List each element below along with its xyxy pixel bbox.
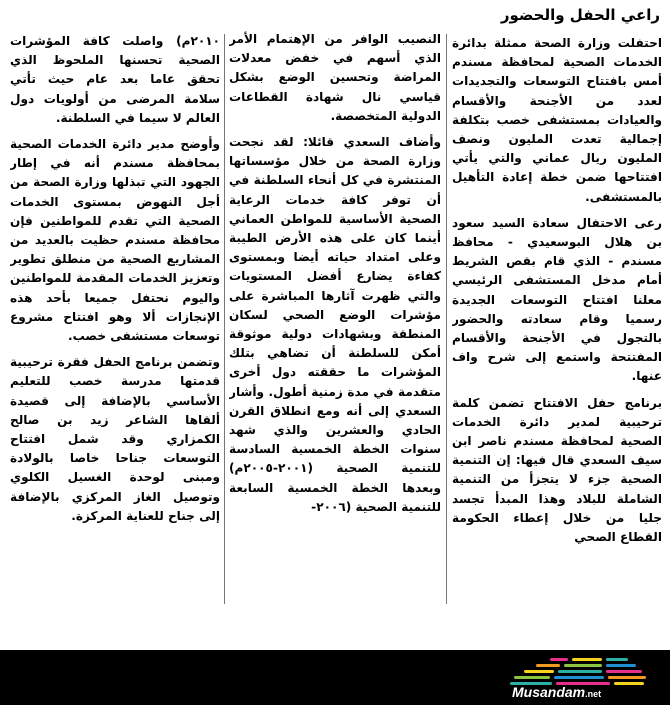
column-divider [224,34,225,604]
paragraph: وتضمن برنامج الحفل فقرة ترحيبية قدمتها مدرسة خصب للتعليم الأساسي بالإضافة إلى قصيدة ألقاها الشاعر زيد بن صالح الكمزاري وقد شمل افتتاح التوسعات جناحا خاصا بالولادة ومبنى لوحدة الغسيل الكلوي وتوصيل الغاز المركزي بالإضافة إلى جناح للعناية المركزة. [10,355,220,523]
site-logo[interactable] [512,684,601,700]
article-column-2 [229,30,441,620]
logo-stripe [572,658,602,661]
logo-stripe [554,676,604,679]
logo-name: Musandam [512,684,586,700]
logo-stripe [606,658,628,661]
paragraph: وأوضح مدير دائرة الخدمات الصحية بمحافظة مسندم أنه في إطار الجهود التي تبذلها وزارة الصحة من أجل النهوض بمستوى الخدمات الصحية التي تقدم للمواطنين فإن محافظة مسندم حظيت بالعديد من المشاريع الصحية من منطلق تطوير وتعزيز الخدمات المقدمة للمواطنين واليوم نحتفل جميعا بأحد هذه الإنجازات ألا وهو افتتاح مشروع توسعات مستشفى خصب. [10,137,220,344]
site-footer-band [0,650,670,705]
article-heading: راعي الحفل والحضور [500,6,660,24]
logo-stripe [558,670,602,673]
logo-stripe [564,664,602,667]
logo-stripe [608,676,646,679]
column-divider [446,34,447,604]
paragraph: ٢٠١٠م) واصلت كافة المؤشرات الصحية تحسنها الملحوظ الذي تحقق عاما بعد عام حيث تأتي سلامة المرضى من أولويات دول العالم لا سيما في السلطنة. [10,34,220,125]
logo-stripe [614,682,644,685]
logo-tld: .net [585,689,602,699]
paragraph: النصيب الوافر من الإهتمام الأمر الذي أسهم في خفض معدلات المراضة وتحسين الوضع بشكل قياسي نال شهادة القطاعات الدولية المتخصصة. [229,32,441,123]
logo-stripe [514,676,550,679]
logo-stripe [606,670,642,673]
paragraph: احتفلت وزارة الصحة ممثلة بدائرة الخدمات الصحية لمحافظة مسندم أمس بافتتاح التوسعات والتجديدات لعدد من الأجنحة والأقسام والعيادات بمستشفى خصب بتكلفة إجمالية تعدت المليون ونصف المليون ريال عماني والتي يأتي افتتاحها ضمن خطة إعادة التأهيل بالمستشفى. [452,36,662,204]
logo-stripe [524,670,554,673]
paragraph: برنامج حفل الافتتاح تضمن كلمة ترحيبية لمدير دائرة الخدمات الصحية لمحافظة مسندم ناصر ابن سيف السعدي قال فيها: إن التنمية الصحية جزء لا يتجزأ من التنمية الشاملة للبلاد وهذا المبدأ تجسد جليا من خلال إعطاء الحكومة القطاع الصحي [452,395,662,545]
article-column-3 [10,32,220,620]
logo-stripe [550,658,568,661]
article-column-1 [452,34,662,620]
paragraph: رعى الاحتفال سعادة السيد سعود بن هلال البوسعيدي - محافظ مسندم - الذي قام بقص الشريط أمام مدخل المستشفى الرئيسي معلنا افتتاح التوسعات الجديدة رسميا وقام سعادته والحضور بالتجول في الأجنحة والأقسام المفتتحة واستمع إلى شرح واف عنها. [452,215,662,384]
logo-stripe [606,664,636,667]
logo-stripe [536,664,560,667]
paragraph: وأضاف السعدي قائلا: لقد نجحت وزارة الصحة من خلال مؤسساتها المنتشرة في كل أنحاء السلطنة في أن توفر كافة خدمات الرعاية الصحية الأساسية للمواطن العماني أينما كان على هذه الأرض الطيبة وعلى امتداد حياته أيضا وبمستوى كفاءة يضارع أفضل المستويات والتي ظهرت آثارها المباشرة على مؤشرات الوضع الصحي لسكان المنطقة وبشهادات دولية موثوقة أمكن للسلطنة أن تضاهي بتلك المؤشرات ما حققته دول أخرى متقدمة في مدة زمنية أطول. وأشار السعدي إلى أنه ومع انطلاق القرن الحادي والعشرين والذي شهد سنوات الخطة الخمسية السادسة للتنمية الصحية (٢٠٠١-٢٠٠٥م) وبعدها الخطة الخمسية السابعة للتنمية الصحية (٢٠٠٦- [229,135,441,514]
